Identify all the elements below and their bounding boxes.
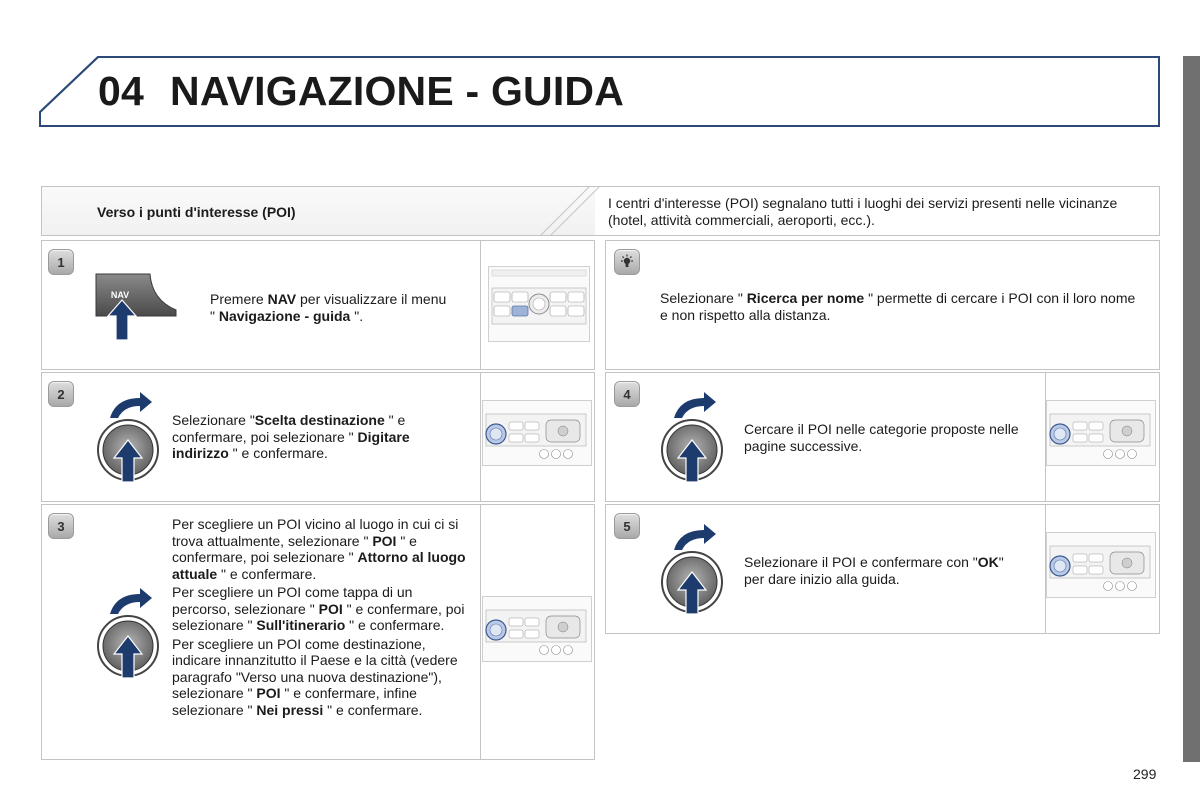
step-badge-3: 3 <box>48 513 74 539</box>
intro-diagonal-lines <box>540 186 600 236</box>
instruction-paragraph <box>660 290 1145 323</box>
text-run: Cercare il POI nelle categorie proposte nelle pagine successive. <box>744 421 1019 454</box>
text-run: Per scegliere un POI come tappa di un percorso, selezionare " <box>172 584 413 617</box>
intro-description: I centri d'interesse (POI) segnalano tutti i luoghi dei servizi presenti nelle vicinanze (hotel, attività commerciali, aeroporti, ecc.). <box>608 195 1118 228</box>
text-run: " e confermare, poi selezionare " <box>172 412 406 445</box>
text-run: " per dare inizio alla guida. <box>744 554 1004 587</box>
text-run: Per scegliere un POI come destinazione, indicare innanzitutto il Paese e la città (vedere paragrafo "Verso una nuova destinazione"), selezionare " <box>172 635 458 701</box>
text-run: ". <box>350 307 364 324</box>
radio-console-knob-image <box>482 400 592 466</box>
step-badge-4: 4 <box>614 381 640 407</box>
light-bulb-icon <box>614 249 640 275</box>
text-run: " permette di cercare i POI con il loro nome e non rispetto alla distanza. <box>660 290 1136 323</box>
bold-term: Digitare indirizzo <box>172 428 410 461</box>
instruction-paragraph <box>744 421 1034 454</box>
text-run: Selezionare " <box>172 412 255 428</box>
text-run: per visualizzare il menu " <box>210 291 447 324</box>
rotary-knob-press-icon <box>96 584 162 680</box>
rotary-knob-press-icon <box>660 388 726 484</box>
bold-term: Navigazione - guida <box>218 307 351 324</box>
rotary-knob-press-icon <box>660 520 726 616</box>
bold-term: OK <box>977 554 999 570</box>
text-run: " e confermare. <box>228 445 328 461</box>
step-5-text <box>744 554 1024 589</box>
text-run: Premere <box>210 291 268 307</box>
bold-term: Sull'itinerario <box>256 617 346 633</box>
text-run: Per scegliere un POI vicino al luogo in cui ci si trova attualmente, selezionare " <box>172 516 459 549</box>
nav-key-illustration <box>92 270 182 342</box>
text-run: " e confermare, poi selezionare " <box>172 532 417 565</box>
step-2-text <box>172 412 462 464</box>
instruction-paragraph <box>172 636 472 719</box>
bold-term: POI <box>256 685 281 701</box>
section-number: 04 <box>98 68 145 114</box>
page-title <box>98 68 624 115</box>
chapter-tab-bar <box>1183 56 1200 762</box>
bold-term: POI <box>318 600 343 617</box>
bold-term: Nei pressi <box>256 701 324 718</box>
instruction-paragraph <box>744 554 1024 587</box>
bold-term: Ricerca per nome <box>746 290 865 306</box>
rotary-knob-press-icon <box>96 388 162 484</box>
page-number: 299 <box>1133 766 1157 782</box>
instruction-paragraph <box>172 412 462 462</box>
text-run: " e confermare. <box>217 565 317 582</box>
bold-term: POI <box>372 532 397 549</box>
bold-term: NAV <box>267 291 297 307</box>
step-badge-2: 2 <box>48 381 74 407</box>
radio-console-knob-image <box>482 596 592 662</box>
instruction-paragraph <box>172 584 472 634</box>
nav-key-label: NAV <box>110 290 130 300</box>
instruction-paragraph <box>210 291 450 324</box>
text-run: Selezionare " <box>660 290 747 306</box>
bold-term: Scelta destinazione <box>254 412 385 428</box>
step-badge-1: 1 <box>48 249 74 275</box>
radio-console-nav-image <box>488 266 590 342</box>
text-run: " e confermare, infine selezionare " <box>172 685 417 718</box>
intro-heading: Verso i punti d'interesse (POI) <box>97 204 296 220</box>
text-run: " e confermare. <box>323 701 423 718</box>
radio-console-knob-image <box>1046 532 1156 598</box>
radio-console-knob-image <box>1046 400 1156 466</box>
text-run: Selezionare il POI e confermare con " <box>744 554 978 570</box>
text-run: " e confermare. <box>345 617 445 633</box>
bold-term: Attorno al luogo attuale <box>172 549 466 582</box>
text-run: " e confermare, poi selezionare " <box>172 600 465 633</box>
step-badge-5: 5 <box>614 513 640 539</box>
step-1-text <box>210 291 450 326</box>
step-3-text <box>172 516 472 720</box>
instruction-paragraph <box>172 516 472 582</box>
section-title: NAVIGAZIONE - GUIDA <box>170 68 625 114</box>
step-4-text <box>744 421 1034 456</box>
tip-text <box>660 290 1145 325</box>
